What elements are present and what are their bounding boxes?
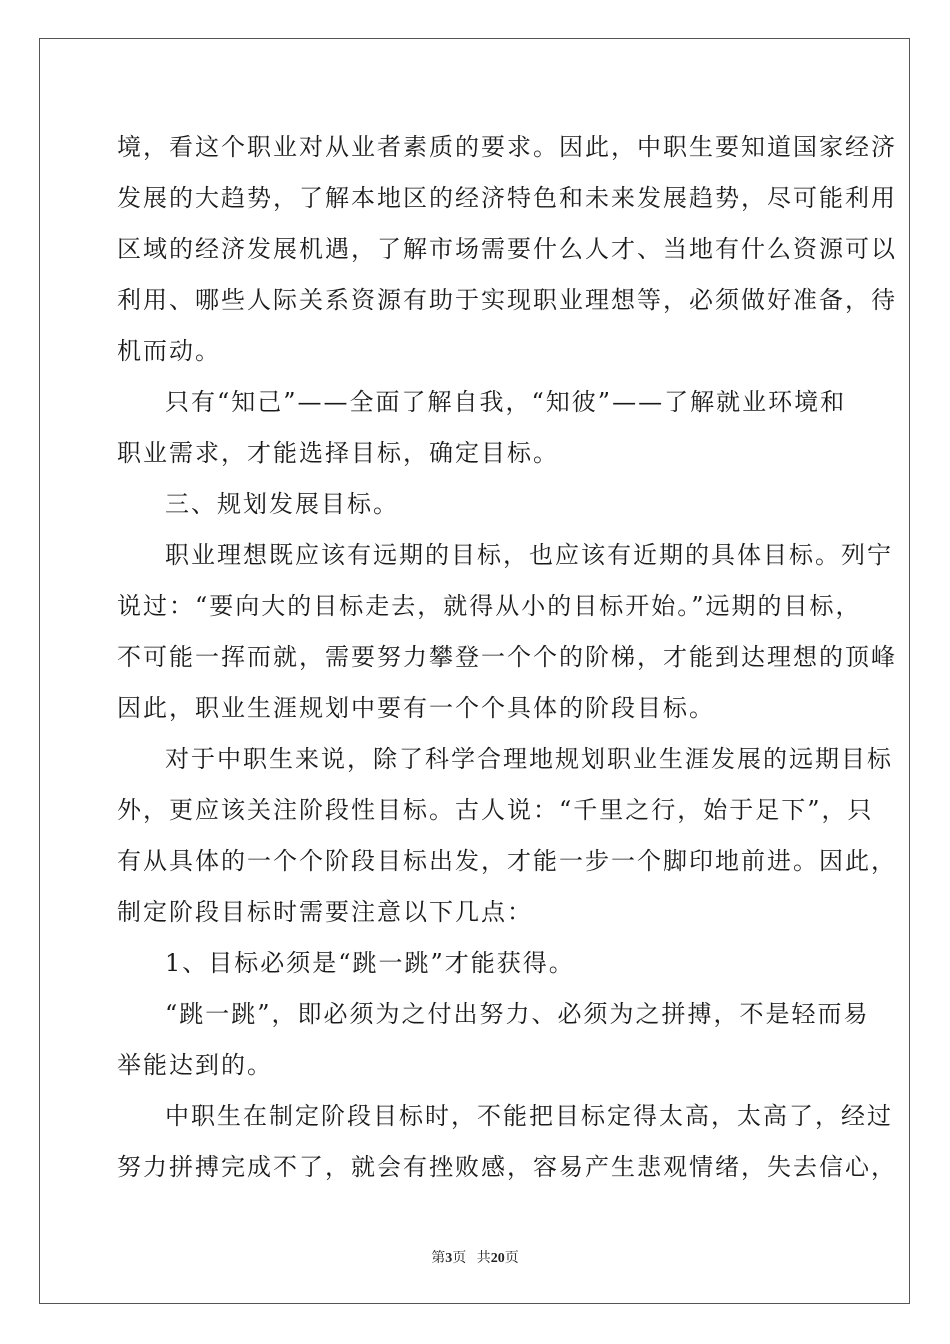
text-line: 职业需求，才能选择目标，确定目标。 [117,439,559,467]
total-page-count: 20 [490,1251,505,1266]
text-line: 制定阶段目标时需要注意以下几点： [117,898,533,926]
paragraph [117,1091,897,1193]
paragraph [117,530,897,734]
footer-page-word: 页 [452,1251,467,1266]
text-line: 职业理想既应该有远期的目标，也应该有近期的具体目标。列宁 [165,541,893,569]
text-line: 不可能一挥而就，需要努力攀登一个个的阶梯，才能到达理想的顶峰 [117,643,897,671]
text-line: 只有“知己”——全面了解自我，“知彼”——了解就业环境和 [165,388,847,416]
text-line: 对于中职生来说，除了科学合理地规划职业生涯发展的远期目标 [165,745,893,773]
text-line: 举能达到的。 [117,1051,273,1079]
text-line: 境，看这个职业对从业者素质的要求。因此，中职生要知道国家经济 [117,133,897,161]
paragraph [117,734,897,938]
text-line: 发展的大趋势，了解本地区的经济特色和未来发展趋势，尽可能利用 [117,184,897,212]
text-line: 1、目标必须是“跳一跳”才能获得。 [165,949,575,977]
text-line: 因此，职业生涯规划中要有一个个具体的阶段目标。 [117,694,715,722]
footer-total-suffix: 页 [504,1251,519,1266]
text-line: 三、规划发展目标。 [165,490,399,518]
text-line: 机而动。 [117,337,221,365]
paragraph [117,479,835,530]
footer-total-prefix: 共 [476,1251,491,1266]
text-line: 区域的经济发展机遇，了解市场需要什么人才、当地有什么资源可以 [117,235,897,263]
text-line: 外，更应该关注阶段性目标。古人说：“千里之行，始于足下”，只 [117,796,874,824]
paragraph [117,938,835,989]
text-line: 利用、哪些人际关系资源有助于实现职业理想等，必须做好准备，待 [117,286,897,314]
footer-prefix: 第 [431,1251,446,1266]
paragraph [117,989,870,1091]
current-page-number: 3 [445,1251,453,1266]
text-line: 有从具体的一个个阶段目标出发，才能一步一个脚印地前进。因此， [117,847,897,875]
text-line: 努力拼搏完成不了，就会有挫败感，容易产生悲观情绪，失去信心， [117,1153,897,1181]
document-body [117,122,897,1193]
paragraph [117,377,847,479]
page-footer [0,1247,950,1267]
paragraph [117,122,897,377]
text-line: 中职生在制定阶段目标时，不能把目标定得太高，太高了，经过 [165,1102,893,1130]
text-line: “跳一跳”，即必须为之付出努力、必须为之拼搏，不是轻而易 [165,1000,870,1028]
text-line: 说过：“要向大的目标走去，就得从小的目标开始。”远期的目标， [117,592,862,620]
